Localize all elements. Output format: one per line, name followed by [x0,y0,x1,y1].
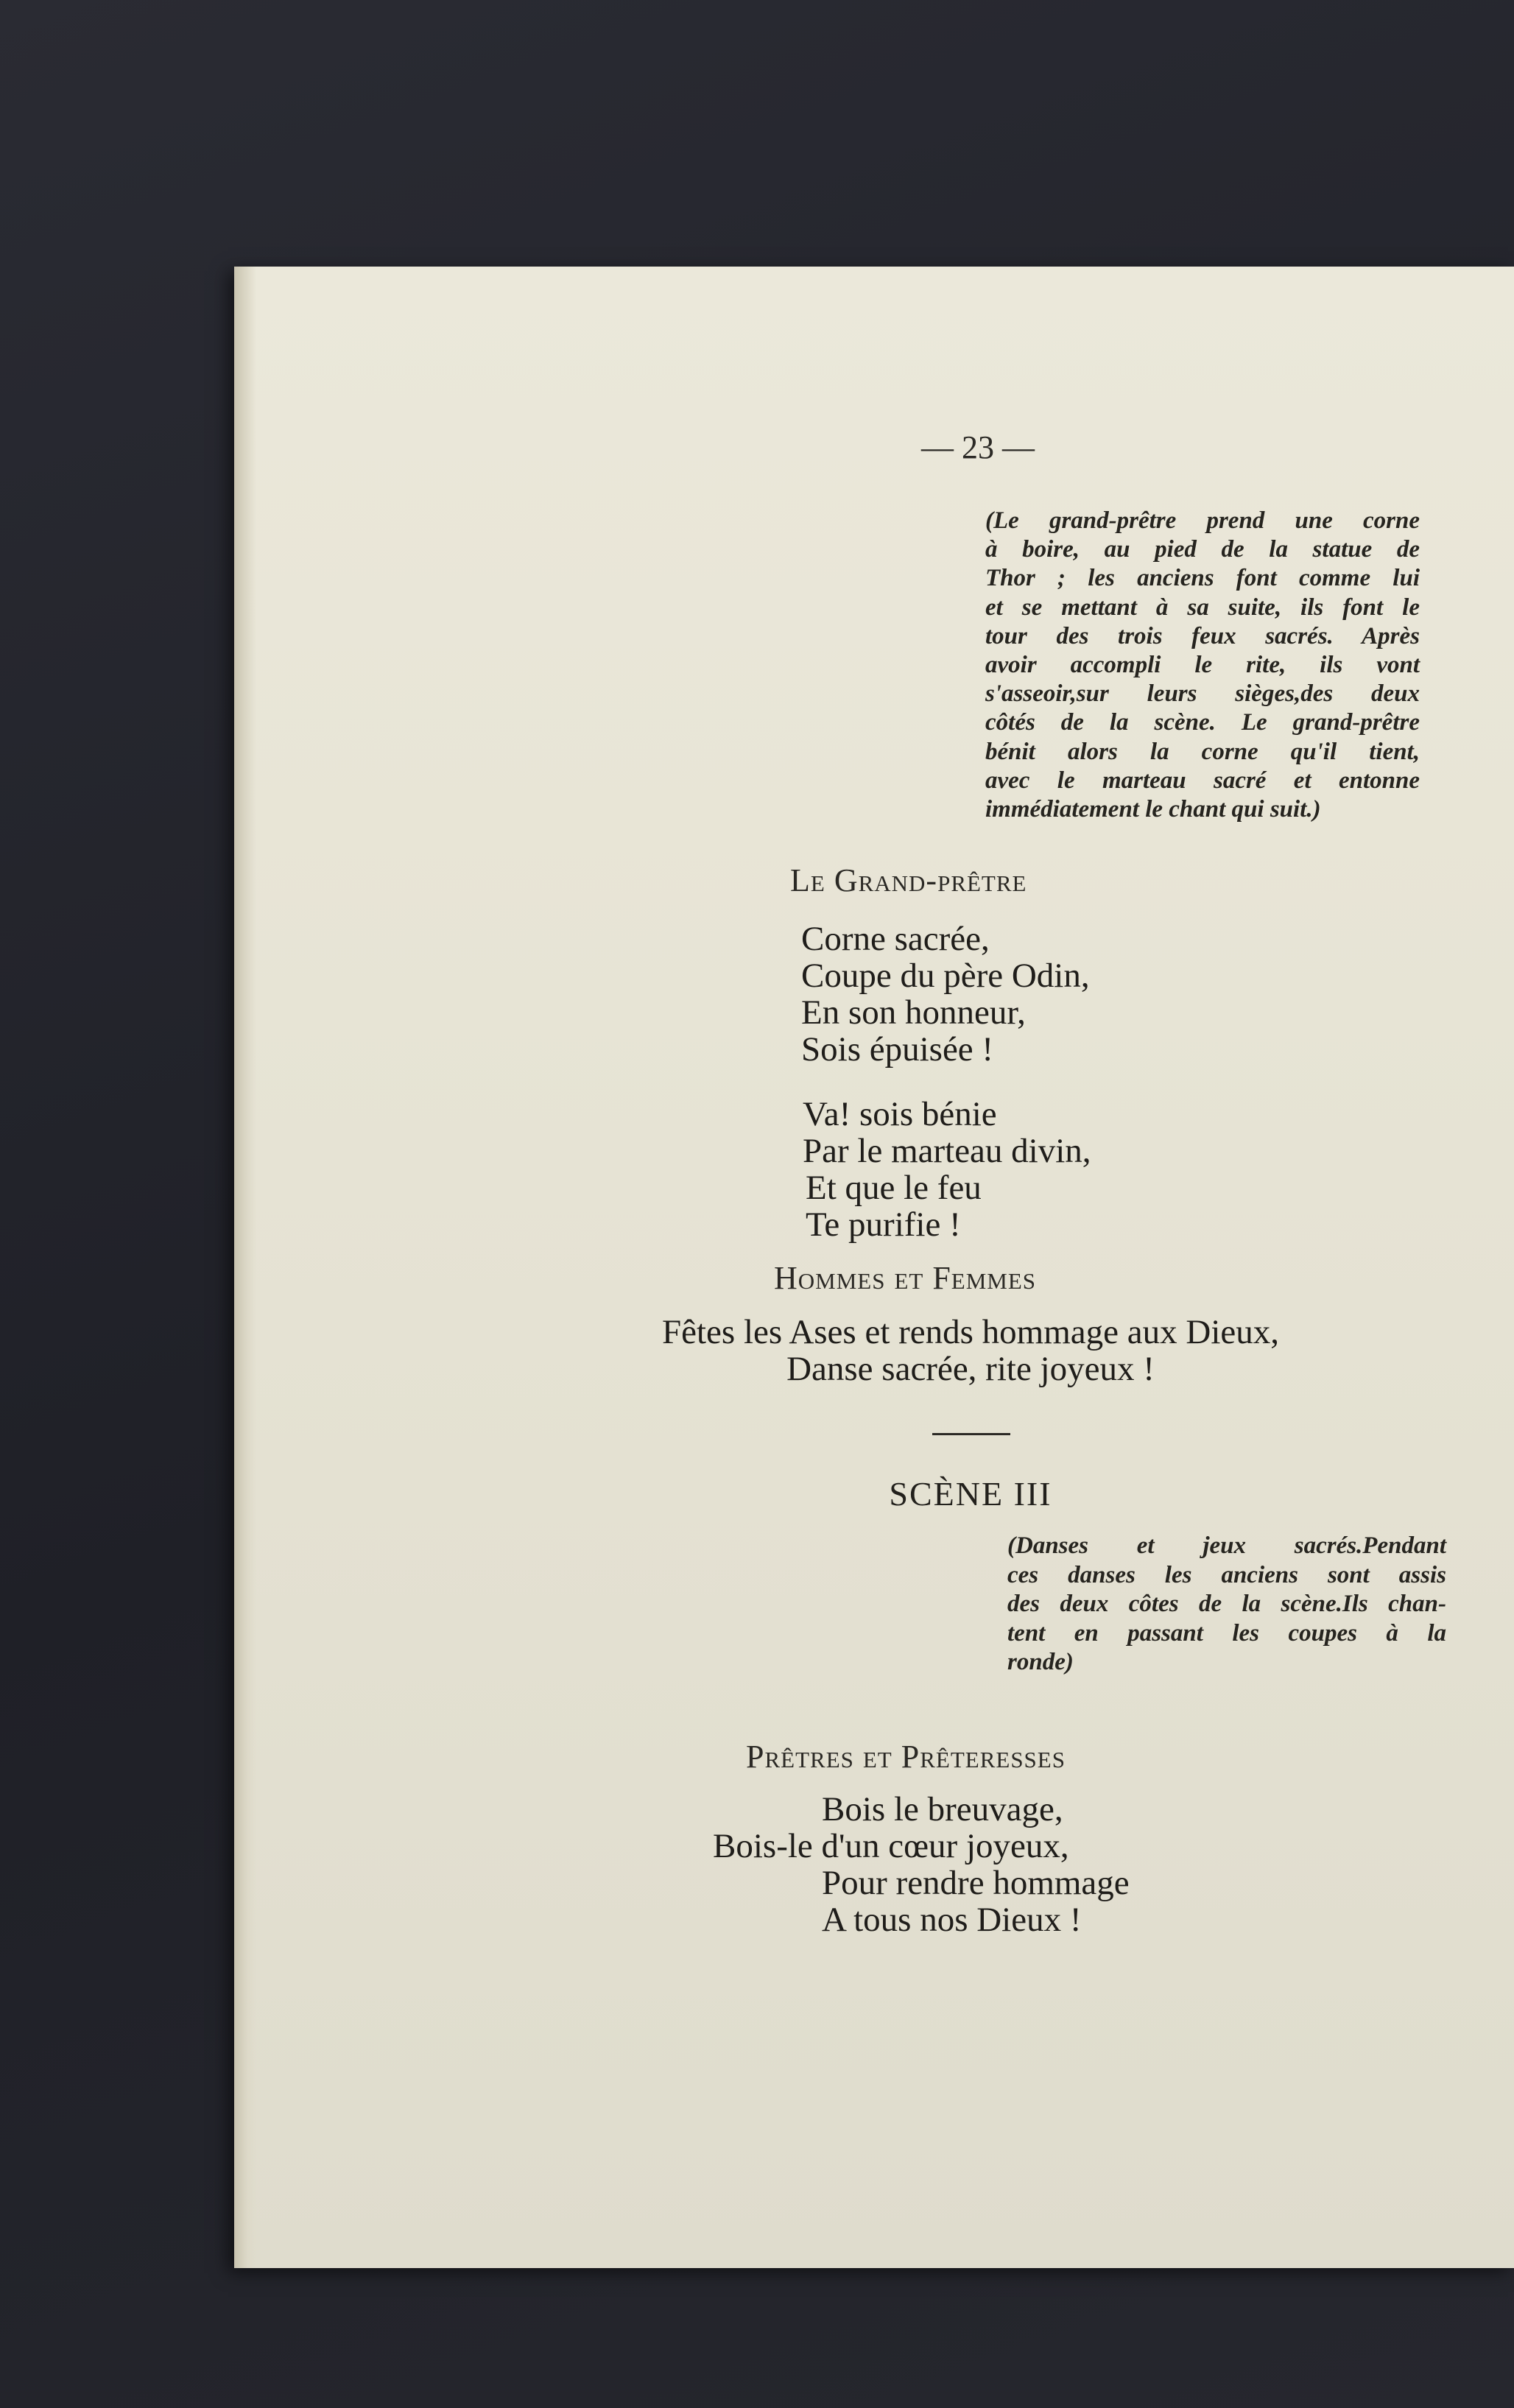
stage-direction-line: ronde) [1007,1649,1074,1675]
page-binding-edge [234,267,256,2268]
verse-line: Pour rendre hommage [822,1864,1130,1902]
speaker-name: Le Grand-prêtre [790,862,1027,898]
stage-direction-line: tour des trois feux sacrés. Après [985,622,1420,649]
stage-direction-block [1007,1532,1446,1677]
speaker-name: Hommes et Femmes [774,1260,1037,1296]
verse-line: A tous nos Dieux ! [822,1901,1082,1939]
verse-stanza [580,1314,1361,1387]
verse-line: Sois épuisée ! [801,1030,994,1069]
verse-line: Fêtes les Ases et rends hommage aux Dieux, [662,1313,1279,1351]
stage-direction-line: des deux côtes de la scène.Ils chan- [1007,1591,1446,1617]
stage-direction-line: s'asseoir,sur leurs sièges,des deux [985,680,1420,708]
verse-line: En son honneur, [801,993,1026,1032]
stage-direction-line: à boire, au pied de la statue de [985,536,1420,563]
stage-direction-line: bénit alors la corne qu'il tient, [985,738,1420,765]
stage-direction-line: côtés de la scène. Le grand-prêtre [985,709,1420,736]
verse-line: Va! sois bénie [803,1095,997,1133]
verse-stanza [713,1791,1243,1938]
verse-line: Te purifie ! [806,1205,961,1244]
stage-direction-line: (Le grand-prêtre prend une corne [985,507,1420,534]
stage-direction-line: ces danses les anciens sont assis [1007,1561,1446,1588]
verse-line: Par le marteau divin, [803,1132,1091,1170]
verse-line: Bois-le d'un cœur joyeux, [713,1827,1069,1865]
scene-title: SCÈNE III [889,1475,1052,1513]
verse-line: Bois le breuvage, [822,1790,1063,1828]
stage-direction-line: Thor ; les anciens font comme lui [985,565,1420,592]
page-number: — 23 — [921,429,1035,465]
verse-line: Danse sacrée, rite joyeux ! [786,1350,1155,1388]
stage-direction-line: avec le marteau sacré et entonne [985,767,1420,794]
verse-stanza [803,1096,1091,1243]
stage-direction-line: immédiatement le chant qui suit.) [985,796,1321,823]
stage-direction-line: avoir accompli le rite, ils vont [985,652,1420,679]
scene-divider-rule [932,1433,1010,1435]
book-page [234,267,1514,2268]
stage-direction-block [985,507,1420,824]
verse-line: Coupe du père Odin, [801,957,1090,995]
speaker-name: Prêtres et Prêteresses [746,1739,1066,1775]
verse-stanza [801,920,1090,1068]
stage-direction-line: (Danses et jeux sacrés.Pendant [1007,1532,1446,1559]
stage-direction-line: et se mettant à sa suite, ils font le [985,594,1420,621]
verse-line: Et que le feu [806,1169,982,1207]
stage-direction-line: tent en passant les coupes à la [1007,1619,1446,1647]
verse-line: Corne sacrée, [801,920,990,958]
